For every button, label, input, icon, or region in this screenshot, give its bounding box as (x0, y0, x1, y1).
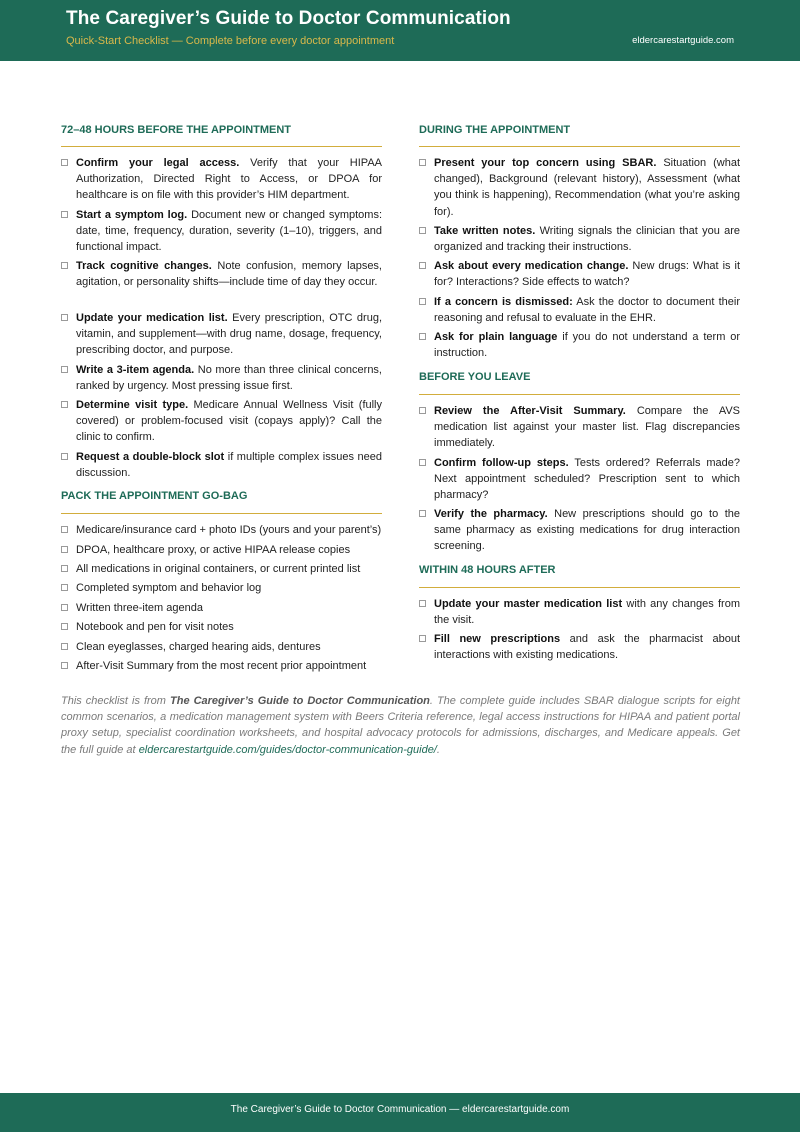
checklist-item[interactable] (419, 506, 740, 555)
item-text: Notebook and pen for visit notes (76, 621, 234, 633)
section-divider (61, 146, 382, 147)
item-bold: Confirm follow-up steps. (434, 457, 569, 469)
item-text: Written three-item agenda (76, 602, 203, 614)
checklist-item[interactable] (419, 455, 740, 504)
checkbox[interactable] (419, 635, 426, 642)
item-text: Clean eyeglasses, charged hearing aids, dentures (76, 641, 321, 653)
note-lead: This checklist is from (61, 695, 166, 707)
guide-note (61, 693, 740, 758)
section-heading: 72–48 HOURS BEFORE THE APPOINTMENT (61, 124, 292, 136)
item-text: Note confusion, memory lapses, agitation, or personality shifts—include time of day they occur. (76, 260, 382, 289)
section-heading: PACK THE APPOINTMENT GO-BAG (61, 490, 248, 502)
section-heading: DURING THE APPOINTMENT (419, 124, 571, 136)
checkbox[interactable] (61, 604, 68, 611)
checkbox[interactable] (61, 159, 68, 166)
section-go-bag (61, 490, 382, 506)
item-text: All medications in original containers, or current printed list (76, 563, 361, 575)
item-text: Every prescription, OTC drug, vitamin, and supplement—with drug name, dosage, frequency, prescribing doctor, and purpose. (76, 312, 383, 357)
checkbox[interactable] (419, 159, 426, 166)
item-text: Verify that your HIPAA Authorization, Directed Right to Access, or DPOA for healthcare is on file with this provider’s HIM department. (76, 157, 383, 202)
section-before-appointment (61, 124, 382, 140)
checkbox[interactable] (61, 262, 68, 269)
section-divider (419, 394, 740, 395)
checkbox[interactable] (61, 546, 68, 553)
checklist-item[interactable] (419, 258, 740, 290)
item-bold: Confirm your legal access. (76, 157, 240, 169)
item-bold: Request a double-block slot (76, 451, 225, 463)
page-header (0, 0, 800, 61)
item-text: Tests ordered? Referrals made? Next appointment scheduled? Prescription sent to which pharmacy? (434, 457, 740, 502)
item-text: No more than three clinical concerns, ranked by urgency. Most pressing issue first. (76, 364, 382, 393)
item-bold: Review the After-Visit Summary. (434, 405, 626, 417)
checklist-item[interactable] (61, 155, 382, 204)
checkbox[interactable] (61, 662, 68, 669)
item-text: Completed symptom and behavior log (76, 582, 262, 594)
checkbox[interactable] (61, 565, 68, 572)
item-bold: Write a 3-item agenda. (76, 364, 195, 376)
checkbox[interactable] (419, 600, 426, 607)
item-text: Compare the AVS medication list against your master list. Flag discrepancies immediately. (434, 405, 741, 450)
item-text: Situation (what changed), Background (relevant history), Assessment (what you think is happening), Recommendation (what you’re asking for). (434, 157, 740, 218)
item-bold: Determine visit type. (76, 399, 189, 411)
item-text: Ask the doctor to document their reasoning and refusal to evaluate in the EHR. (434, 296, 740, 325)
item-bold: Verify the pharmacy. (434, 508, 548, 520)
section-during-appointment (419, 124, 740, 140)
item-text: and ask the pharmacist about interactions with existing medications. (434, 633, 741, 662)
go-bag-item[interactable] (61, 561, 382, 577)
item-bold: Update your medication list. (76, 312, 228, 324)
checklist-item[interactable] (419, 596, 740, 628)
page-footer (0, 1093, 800, 1132)
checkbox[interactable] (419, 510, 426, 517)
checklist-item[interactable] (419, 403, 740, 452)
footer-text: The Caregiver’s Guide to Doctor Communication — eldercarestartguide.com (230, 1104, 570, 1115)
page-subtitle: Quick-Start Checklist — Complete before every doctor appointment (66, 35, 395, 47)
checkbox[interactable] (419, 227, 426, 234)
checklist-item[interactable] (61, 207, 382, 256)
checkbox[interactable] (61, 401, 68, 408)
checkbox[interactable] (419, 298, 426, 305)
checklist-item[interactable] (419, 631, 740, 663)
item-bold: Track cognitive changes. (76, 260, 212, 272)
go-bag-item[interactable] (61, 522, 382, 538)
checklist-item[interactable] (61, 310, 382, 359)
item-text: Medicare/insurance card + photo IDs (yours and your parent’s) (76, 524, 382, 536)
checkbox[interactable] (61, 526, 68, 533)
checkbox[interactable] (419, 262, 426, 269)
go-bag-item[interactable] (61, 658, 382, 674)
section-within-48-hours (419, 564, 740, 580)
item-bold: Update your master medication list (434, 598, 623, 610)
checklist-item[interactable] (419, 155, 740, 220)
header-site-link[interactable]: eldercarestartguide.com (632, 35, 734, 46)
item-text: New drugs: What is it for? Interactions? Side effects to watch? (434, 260, 741, 289)
go-bag-item[interactable] (61, 619, 382, 635)
checkbox[interactable] (61, 623, 68, 630)
go-bag-item[interactable] (61, 600, 382, 616)
note-guide-title: The Caregiver’s Guide to Doctor Communication (170, 695, 430, 707)
item-bold: Ask for plain language (434, 331, 558, 343)
guide-link[interactable]: eldercarestartguide.com/guides/doctor-communication-guide/ (138, 743, 437, 756)
checkbox[interactable] (61, 366, 68, 373)
item-bold: Ask about every medication change. (434, 260, 629, 272)
section-divider (419, 587, 740, 588)
checkbox[interactable] (61, 643, 68, 650)
go-bag-item[interactable] (61, 542, 382, 558)
item-bold: Take written notes. (434, 225, 536, 237)
item-text: Medicare Annual Wellness Visit (fully covered) or problem-focused visit (copays apply)? Call the clinic to confirm. (76, 399, 382, 444)
page-title: The Caregiver’s Guide to Doctor Communication (66, 8, 511, 29)
item-text: DPOA, healthcare proxy, or active HIPAA release copies (76, 544, 351, 556)
section-divider (419, 146, 740, 147)
checkbox[interactable] (419, 333, 426, 340)
item-text: with any changes from the visit. (434, 598, 740, 627)
checklist-item[interactable] (61, 362, 382, 394)
checkbox[interactable] (419, 407, 426, 414)
item-text: After-Visit Summary from the most recent prior appointment (76, 660, 367, 672)
item-text: New prescriptions should go to the same pharmacy as existing medications for drug interaction screening. (434, 508, 740, 553)
section-heading: WITHIN 48 HOURS AFTER (419, 564, 556, 576)
checklist-item[interactable] (61, 397, 382, 446)
checkbox[interactable] (61, 211, 68, 218)
checklist-item[interactable] (419, 329, 740, 361)
checklist-item[interactable] (61, 449, 382, 481)
note-end: . (436, 743, 440, 756)
item-text: if you do not understand a term or instruction. (434, 331, 741, 360)
section-heading: BEFORE YOU LEAVE (419, 371, 531, 383)
checklist-item[interactable] (61, 258, 382, 290)
checkbox[interactable] (419, 459, 426, 466)
checkbox[interactable] (61, 314, 68, 321)
checklist-item[interactable] (419, 223, 740, 255)
go-bag-item[interactable] (61, 639, 382, 655)
item-text: Document new or changed symptoms: date, time, frequency, duration, severity (1–10), triggers, and functional impact. (76, 209, 383, 254)
go-bag-item[interactable] (61, 580, 382, 596)
section-before-you-leave (419, 371, 740, 387)
item-bold: Fill new prescriptions (434, 633, 561, 645)
note-body: . The complete guide includes SBAR dialogue scripts for eight common scenarios, a medication management system with Beers Criteria reference, legal access instructions for HIPAA and patient portal proxy setup, specialist coordination worksheets, and hospital advocacy protocols for admissions, discharges, and Medicare appeals. Get the full guide at (61, 695, 740, 756)
section-divider (61, 513, 382, 514)
checkbox[interactable] (61, 453, 68, 460)
item-bold: If a concern is dismissed: (434, 296, 573, 308)
checklist-item[interactable] (419, 294, 740, 326)
item-bold: Start a symptom log. (76, 209, 188, 221)
item-text: Writing signals the clinician that you are organized and tracking their instructions. (434, 225, 740, 254)
checkbox[interactable] (61, 584, 68, 591)
item-bold: Present your top concern using SBAR. (434, 157, 657, 169)
item-text: if multiple complex issues need discussion. (76, 451, 382, 480)
